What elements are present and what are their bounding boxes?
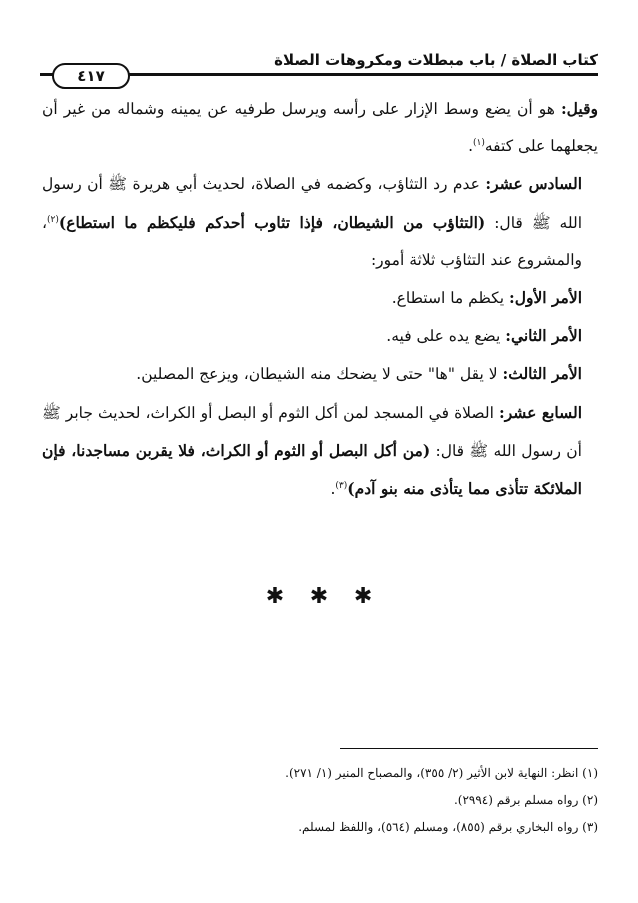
- matter-lead: الأمر الثالث:: [502, 364, 582, 384]
- matter-second: [42, 317, 598, 355]
- footnote-item: (٣) رواه البخاري برقم (٨٥٥)، ومسلم (٥٦٤)، واللفظ لمسلم.: [298, 820, 598, 834]
- footnote-item: (٢) رواه مسلم برقم (٢٩٩٤).: [453, 793, 598, 807]
- paragraph-text: الصلاة في المسجد لمن أكل الثوم أو البصل أو الكراث، لحديث جابر ﷺ أن رسول الله ﷺ قال:: [42, 403, 582, 460]
- paragraph-text: هو أن يضع وسط الإزار على رأسه ويرسل طرفيه عن يمينه وشماله من غير أن يجعلهما على كتفه: [42, 100, 598, 156]
- hadith-quote: (من أكل البصل أو الثوم أو الكراث، فلا يقربن مساجدنا، فإن الملائكة تتأذى مما يتأذى منه بنو آدم): [42, 440, 582, 499]
- footnote-marker-2: (٢): [47, 214, 59, 225]
- paragraph-seventeenth: [42, 394, 598, 509]
- paragraph-text: عدم رد التثاؤب، وكضمه في الصلاة، لحديث أبي هريرة ﷺ أن رسول الله ﷺ قال:: [42, 175, 582, 232]
- paragraph-end: .: [468, 137, 473, 156]
- paragraph-end: .: [330, 480, 336, 499]
- footnotes: [42, 760, 598, 841]
- matter-text: لا يقل "ها" حتى لا يضحك منه الشيطان، ويزعج المصلين.: [136, 365, 503, 384]
- matter-lead: الأمر الثاني:: [505, 326, 582, 346]
- matter-text: يضع يده على فيه.: [386, 327, 506, 346]
- paragraph-lead: السادس عشر:: [485, 174, 583, 194]
- hadith-quote: (التثاؤب من الشيطان، فإذا تثاوب أحدكم فليكظم ما استطاع): [58, 212, 486, 232]
- matter-third: [42, 355, 598, 393]
- matter-first: [42, 279, 598, 317]
- paragraph-lead: السابع عشر:: [498, 402, 583, 422]
- main-text: [42, 90, 598, 508]
- paragraph-izar-definition: [42, 90, 598, 165]
- paragraph-rest: ، والمشروع عند التثاؤب ثلاثة أمور:: [42, 213, 582, 269]
- matter-text: يكظم ما استطاع.: [391, 289, 509, 308]
- footnote-item: (١) انظر: النهاية لابن الأثير (٢/ ٣٥٥)، والمصباح المنير (١/ ٢٧١).: [285, 766, 598, 780]
- footnote-rule: [340, 748, 598, 749]
- page-number-badge: ٤١٧: [52, 63, 130, 89]
- matter-lead: الأمر الأول:: [508, 288, 582, 308]
- footnote-marker-1: (١): [473, 138, 485, 149]
- running-header-title: كتاب الصلاة / باب مبطلات ومكروهات الصلاة: [274, 51, 598, 69]
- paragraph-lead: وقيل:: [560, 99, 598, 118]
- section-separator-stars: ✱ ✱ ✱: [265, 584, 373, 609]
- paragraph-sixteenth: [42, 165, 598, 279]
- footnote-marker-3: (٣): [335, 480, 348, 491]
